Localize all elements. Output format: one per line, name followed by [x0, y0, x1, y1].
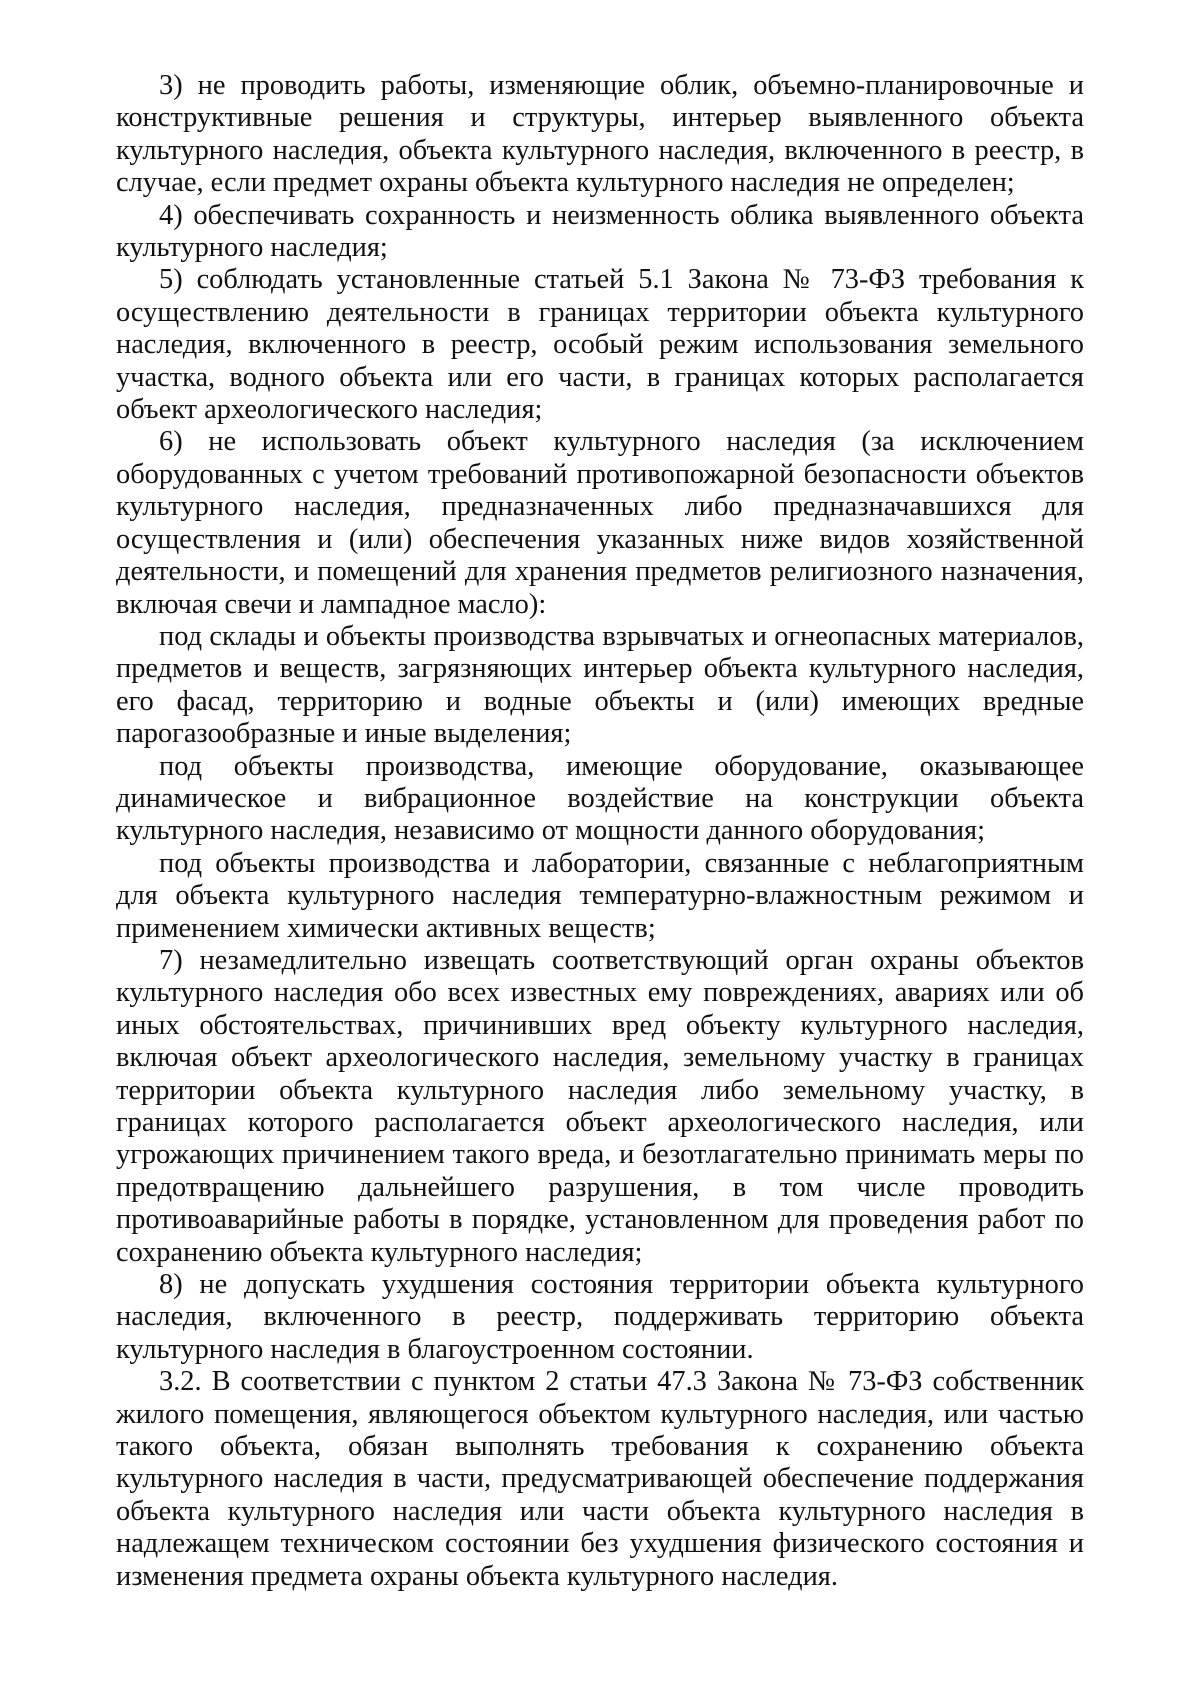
- paragraph-item-6: 6) не использовать объект культурного наследия (за исключением оборудованных с учетом требований противопожарной безопасности объектов культурного наследия, предназначенных либо предназначавшихся для осуществления и (или) обеспечения указанных ниже видов хозяйственной деятельности, и помещений для хранения предметов религиозного назначения, включая свечи и лампадное масло):: [116, 426, 1084, 620]
- paragraph-item-8: 8) не допускать ухудшения состояния территории объекта культурного наследия, включенного в реестр, поддерживать территорию объекта культурного наследия в благоустроенном состоянии.: [116, 1269, 1084, 1365]
- paragraph-subitem-warehouses: под склады и объекты производства взрывчатых и огнеопасных материалов, предметов и веществ, загрязняющих интерьер объекта культурного наследия, его фасад, территорию и водные объекты и (или) имеющих вредные парогазообразные и иные выделения;: [116, 620, 1084, 750]
- paragraph-item-3: 3) не проводить работы, изменяющие облик, объемно-планировочные и конструктивные решения и структуры, интерьер выявленного объекта культурного наследия, объекта культурного наследия, включенного в реестр, в случае, если предмет охраны объекта культурного наследия не определен;: [116, 70, 1084, 199]
- paragraph-item-5: 5) соблюдать установленные статьей 5.1 Закона № 73-ФЗ требования к осуществлению деятельности в границах территории объекта культурного наследия, включенного в реестр, особый режим использования земельного участка, водного объекта или его части, в границах которых располагается объект археологического наследия;: [116, 264, 1084, 426]
- document-page: [116, 70, 1084, 1593]
- paragraph-item-7: 7) незамедлительно извещать соответствующий орган охраны объектов культурного наследия обо всех известных ему повреждениях, авариях или об иных обстоятельствах, причинивших вред объекту культурного наследия, включая объект археологического наследия, земельному участку в границах территории объекта культурного наследия либо земельному участку, в границах которого располагается объект археологического наследия, или угрожающих причинением такого вреда, и безотлагательно принимать меры по предотвращению дальнейшего разрушения, в том числе проводить противоаварийные работы в порядке, установленном для проведения работ по сохранению объекта культурного наследия;: [116, 944, 1084, 1268]
- paragraph-item-4: 4) обеспечивать сохранность и неизменность облика выявленного объекта культурного наследия;: [116, 199, 1084, 264]
- paragraph-subitem-equipment: под объекты производства, имеющие оборудование, оказывающее динамическое и вибрационное воздействие на конструкции объекта культурного наследия, независимо от мощности данного оборудования;: [116, 750, 1084, 847]
- paragraph-section-3-2: 3.2. В соответствии с пунктом 2 статьи 47.3 Закона № 73-ФЗ собственник жилого помещения, являющегося объектом культурного наследия, или частью такого объекта, обязан выполнять требования к сохранению объекта культурного наследия в части, предусматривающей обеспечение поддержания объекта культурного наследия или части объекта культурного наследия в надлежащем техническом состоянии без ухудшения физического состояния и изменения предмета охраны объекта культурного наследия.: [116, 1366, 1084, 1592]
- paragraph-subitem-laboratories: под объекты производства и лаборатории, связанные с неблагоприятным для объекта культурного наследия температурно-влажностным режимом и применением химически активных веществ;: [116, 847, 1084, 944]
